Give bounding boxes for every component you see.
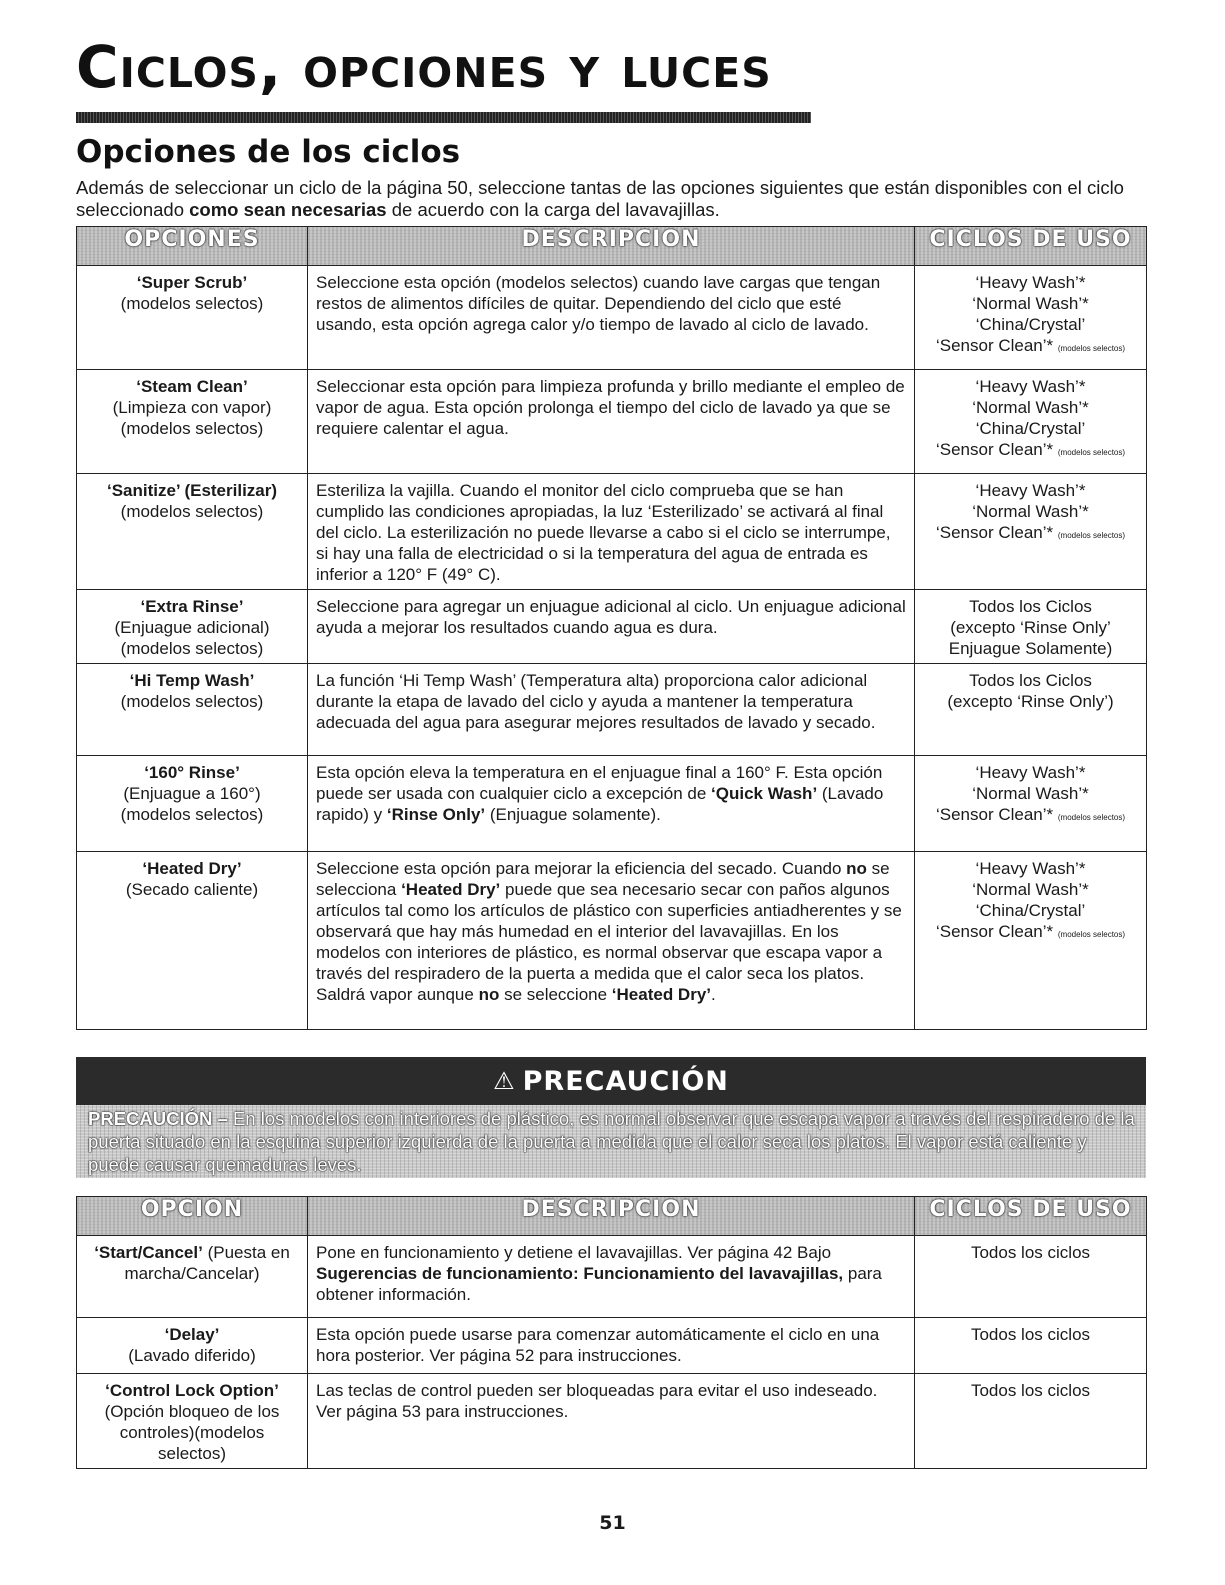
section-heading: Opciones de los ciclos xyxy=(76,134,461,170)
option-name-line xyxy=(85,596,299,617)
cycle-note-small: (modelos selectos) xyxy=(1057,344,1126,353)
description-emphasis: no xyxy=(478,985,500,1004)
option-name-line xyxy=(85,1324,299,1345)
caution-text xyxy=(88,1107,1136,1176)
cycle-item: ‘Heavy Wash’* xyxy=(975,377,1086,396)
warning-triangle-icon: ⚠ xyxy=(493,1067,515,1095)
description-text: Esta opción eleva la temperatura en el enjuague final a 160° F. Esta opción puede ser usada con cualquier ciclo a excepción de xyxy=(316,763,883,803)
option-name-rest: (Puesta en marcha/Cancelar) xyxy=(124,1243,290,1283)
description-text: Las teclas de control pueden ser bloqueadas para evitar el uso indeseado. Ver página 53 para instrucciones. xyxy=(316,1381,878,1421)
caution-title: PRECAUCIÓN xyxy=(522,1065,729,1097)
description-emphasis: ‘Heated Dry’ xyxy=(611,985,711,1004)
option-name: ‘Start/Cancel’ xyxy=(94,1243,203,1262)
cycle-item: ‘Normal Wash’* xyxy=(972,784,1089,803)
option-subtitle: (modelos selectos) xyxy=(120,805,264,824)
option-cell xyxy=(77,266,308,370)
cycle-note-text: ‘Sensor Clean’* xyxy=(935,440,1054,459)
cycle-item: ‘Heavy Wash’* xyxy=(975,481,1086,500)
cycle-note-small: (modelos selectos) xyxy=(1057,813,1126,822)
description-text: (Lavado rapido) y xyxy=(316,784,884,824)
header-description: DESCRIPCION xyxy=(308,1197,915,1236)
cycles-cell xyxy=(915,266,1147,370)
table-row xyxy=(77,590,1147,664)
cycle-item-note xyxy=(923,921,1138,945)
cycle-item-note xyxy=(923,439,1138,463)
option-subtitle: (modelos selectos) xyxy=(120,692,264,711)
option-name: ‘Delay’ xyxy=(164,1325,220,1344)
option-cell xyxy=(77,474,308,590)
header-description: DESCRIPCION xyxy=(308,227,915,266)
caution-body: En los modelos con interiores de plástico, es normal observar que escapa vapor a través del respiradero de la puerta situado en la esquina superior izquierda de la puerta a medida que el calor seca los platos. El vapor está caliente y puede causar quemaduras leves. xyxy=(88,1108,1135,1175)
cycle-note-text: ‘Sensor Clean’* xyxy=(935,336,1054,355)
cycle-item: Todos los ciclos xyxy=(970,1243,1091,1262)
option-name: ‘160° Rinse’ xyxy=(144,763,240,782)
description-text: La función ‘Hi Temp Wash’ (Temperatura alta) proporciona calor adicional durante la etapa de lavado del ciclo y ayuda a mantener la temperatura adecuada del agua para asegurar mejores resultados de lavado y secado. xyxy=(316,671,876,732)
option-subtitle: (Enjuague adicional) xyxy=(114,618,270,637)
table-header-row xyxy=(77,1197,1147,1236)
option-subtitle: (Opción bloqueo de los controles)(modelos selectos) xyxy=(104,1402,280,1463)
option-cell xyxy=(77,664,308,756)
intro-paragraph xyxy=(76,177,1156,221)
cycle-item: ‘Normal Wash’* xyxy=(972,398,1089,417)
caution-box xyxy=(76,1057,1146,1178)
option-subtitle: (modelos selectos) xyxy=(120,419,264,438)
option-subtitle: (Enjuague a 160°) xyxy=(123,784,261,803)
option-subtitle: (modelos selectos) xyxy=(120,294,264,313)
header-cycles: CICLOS DE USO xyxy=(915,227,1147,266)
description-cell xyxy=(308,756,915,852)
option-subtitle: (Limpieza con vapor) xyxy=(112,398,272,417)
table-row xyxy=(77,1374,1147,1469)
cycle-item: ‘Normal Wash’* xyxy=(972,294,1089,313)
controls-table xyxy=(76,1196,1147,1469)
description-text: Pone en funcionamiento y detiene el lavavajillas. Ver página 42 Bajo xyxy=(316,1243,832,1262)
cycle-item: ‘Heavy Wash’* xyxy=(975,859,1086,878)
cycles-cell xyxy=(915,370,1147,474)
cycle-item: ‘China/Crystal’ xyxy=(975,315,1086,334)
caution-banner xyxy=(76,1057,1146,1105)
cycle-note-small: (modelos selectos) xyxy=(1057,448,1126,457)
cycles-cell xyxy=(915,1318,1147,1374)
option-name-line xyxy=(85,272,299,293)
option-name-line xyxy=(85,670,299,691)
page-title: Ciclos, opciones y luces xyxy=(76,33,772,101)
description-text: Seleccionar esta opción para limpieza profunda y brillo mediante el empleo de vapor de agua. Esta opción prolonga el tiempo del ciclo de lavado ya que se requiere calentar el agua. xyxy=(316,377,905,438)
header-cycles: CICLOS DE USO xyxy=(915,1197,1147,1236)
cycle-item: ‘China/Crystal’ xyxy=(975,901,1086,920)
table-row xyxy=(77,1236,1147,1318)
description-text: . xyxy=(711,985,716,1004)
cycle-item: Enjuague Solamente) xyxy=(948,639,1113,658)
table-header-row xyxy=(77,227,1147,266)
table-row xyxy=(77,266,1147,370)
cycles-cell xyxy=(915,590,1147,664)
header-option: OPCION xyxy=(77,1197,308,1236)
cycle-item: Todos los ciclos xyxy=(970,1381,1091,1400)
cycle-item-note xyxy=(923,522,1138,546)
option-name: ‘Heated Dry’ xyxy=(142,859,242,878)
title-rule xyxy=(76,112,811,123)
description-cell xyxy=(308,474,915,590)
option-name-line xyxy=(85,376,299,397)
option-cell xyxy=(77,756,308,852)
cycle-item: ‘China/Crystal’ xyxy=(975,419,1086,438)
description-emphasis: ‘Rinse Only’ xyxy=(386,805,486,824)
page-number: 51 xyxy=(599,1512,626,1534)
description-emphasis: ‘Quick Wash’ xyxy=(711,784,818,803)
description-cell xyxy=(308,1318,915,1374)
cycle-note-small: (modelos selectos) xyxy=(1057,930,1126,939)
cycles-cell xyxy=(915,756,1147,852)
option-name-line xyxy=(85,480,299,501)
cycle-note-text: ‘Sensor Clean’* xyxy=(935,523,1054,542)
table-row xyxy=(77,756,1147,852)
option-subtitle: (modelos selectos) xyxy=(120,502,264,521)
option-name: ‘Super Scrub’ xyxy=(136,273,248,292)
cycles-cell xyxy=(915,664,1147,756)
table-row xyxy=(77,1318,1147,1374)
description-text: puede que sea necesario secar con paños algunos artículos tal como los artículos de plástico con superficies antiadherentes y se observará que hay más humedad en el interior del lavavajillas. En los modelos con interiores de plástico, es normal observar que escapa vapor a través del respiradero de la puerta a medida que el calor seca los platos. Saldrá vapor aunque xyxy=(316,880,902,1004)
option-name: ‘Steam Clean’ xyxy=(136,377,248,396)
cycles-cell xyxy=(915,1236,1147,1318)
description-cell xyxy=(308,266,915,370)
cycle-note-text: ‘Sensor Clean’* xyxy=(935,922,1054,941)
option-cell xyxy=(77,370,308,474)
cycles-cell xyxy=(915,852,1147,1030)
table-row xyxy=(77,664,1147,756)
cycle-item-note xyxy=(923,335,1138,359)
cycle-item: (excepto ‘Rinse Only’ xyxy=(950,618,1111,637)
description-cell xyxy=(308,1236,915,1318)
cycles-cell xyxy=(915,1374,1147,1469)
option-cell xyxy=(77,1236,308,1318)
table-row xyxy=(77,852,1147,1030)
cycles-cell xyxy=(915,474,1147,590)
description-cell xyxy=(308,852,915,1030)
option-subtitle: (modelos selectos) xyxy=(120,639,264,658)
intro-text: Además de seleccionar un ciclo de la página 50, seleccione tantas de las opciones siguientes que están disponibles con el ciclo seleccionado xyxy=(76,177,1124,220)
option-cell xyxy=(77,590,308,664)
options-table xyxy=(76,226,1147,1030)
intro-emphasis: como sean necesarias xyxy=(189,199,387,220)
option-cell xyxy=(77,852,308,1030)
description-text: Esteriliza la vajilla. Cuando el monitor del ciclo comprueba que se han cumplido las condiciones apropiadas, la luz ‘Esterilizado’ se activará al final del ciclo. La esterilización no puede llevarse a cabo si el ciclo se interrumpe, si hay una falla de electricidad o si la temperatura del agua de entrada es inferior a 120° F (49° C). xyxy=(316,481,891,584)
option-subtitle: (Secado caliente) xyxy=(125,880,259,899)
description-cell xyxy=(308,664,915,756)
description-text: se selecciona xyxy=(316,859,890,899)
table-row xyxy=(77,474,1147,590)
option-name: ‘Hi Temp Wash’ xyxy=(129,671,255,690)
cycle-item: (excepto ‘Rinse Only’) xyxy=(947,692,1114,711)
cycle-item: Todos los Ciclos xyxy=(969,597,1092,616)
description-text: (Enjuague solamente). xyxy=(485,805,661,824)
cycle-item: Todos los ciclos xyxy=(970,1325,1091,1344)
description-text: Esta opción puede usarse para comenzar automáticamente el ciclo en una hora posterior. Ver página 52 para instrucciones. xyxy=(316,1325,880,1365)
cycle-item: ‘Normal Wash’* xyxy=(972,502,1089,521)
cycle-item: Todos los Ciclos xyxy=(969,671,1092,690)
option-name-line xyxy=(85,1380,299,1401)
option-name-line xyxy=(85,1242,299,1284)
description-emphasis: ‘Heated Dry’ xyxy=(401,880,501,899)
option-name: ‘Extra Rinse’ xyxy=(140,597,244,616)
caution-lead: PRECAUCIÓN – xyxy=(88,1108,228,1129)
option-cell xyxy=(77,1374,308,1469)
description-emphasis: no xyxy=(846,859,867,878)
intro-text-end: de acuerdo con la carga del lavavajillas. xyxy=(386,199,720,220)
cycle-item: ‘Heavy Wash’* xyxy=(975,763,1086,782)
table-row xyxy=(77,370,1147,474)
cycle-note-small: (modelos selectos) xyxy=(1057,531,1126,540)
option-name-line xyxy=(85,762,299,783)
description-cell xyxy=(308,370,915,474)
description-text: Seleccione esta opción para mejorar la eficiencia del secado. Cuando xyxy=(316,859,847,878)
description-text: se seleccione xyxy=(499,985,612,1004)
option-subtitle: (Lavado diferido) xyxy=(128,1346,256,1365)
description-text: Seleccione esta opción (modelos selectos) cuando lave cargas que tengan restos de alimentos difíciles de quitar. Dependiendo del ciclo que esté usando, esta opción agrega calor y/o tiempo de lavado al ciclo de lavado. xyxy=(316,273,881,334)
header-options: OPCIONES xyxy=(77,227,308,266)
description-text: Seleccione para agregar un enjuague adicional al ciclo. Un enjuague adicional ayuda a mejorar los resultados cuando agua es dura. xyxy=(316,597,906,637)
cycle-item: ‘Heavy Wash’* xyxy=(975,273,1086,292)
cycle-note-text: ‘Sensor Clean’* xyxy=(935,805,1054,824)
option-name-line xyxy=(85,858,299,879)
description-emphasis: Sugerencias de funcionamiento: Funcionamiento del lavavajillas, xyxy=(316,1264,844,1283)
option-name: ‘Control Lock Option’ xyxy=(105,1381,279,1400)
cycle-item: ‘Normal Wash’* xyxy=(972,880,1089,899)
description-cell xyxy=(308,590,915,664)
option-cell xyxy=(77,1318,308,1374)
option-name: ‘Sanitize’ (Esterilizar) xyxy=(106,481,278,500)
description-cell xyxy=(308,1374,915,1469)
cycle-item-note xyxy=(923,804,1138,828)
description-text: para obtener información. xyxy=(316,1264,882,1304)
